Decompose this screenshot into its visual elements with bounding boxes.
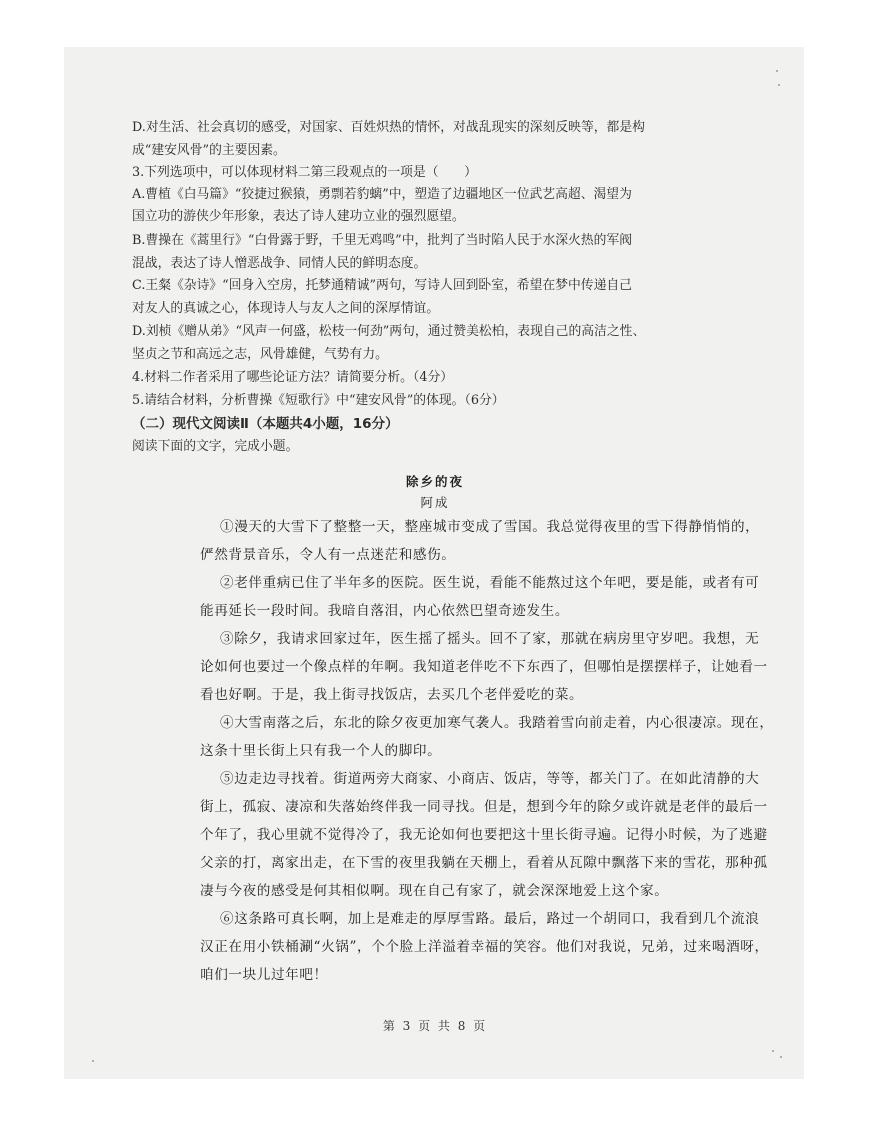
- scan-speck: [780, 1056, 782, 1058]
- essay-line: 这条十里长街上只有我一个人的脚印。: [200, 743, 442, 759]
- essay-line: 个年了，我心里就不觉得冷了，我无论如何也要把这十里长街寻遍。记得小时候，为了逃避: [200, 827, 768, 843]
- essay-line: ⑥这条路可真长啊，加上是难走的厚厚雪路。最后，路过一个胡同口，我看到几个流浪: [220, 911, 760, 927]
- essay-line: 看也好啊。于是，我上街寻找饭店，去买几个老伴爱吃的菜。: [200, 687, 584, 703]
- question-line: 坚贞之节和高远之志，风骨雄健，气势有力。: [132, 347, 388, 362]
- essay-line: 凄与今夜的感受是何其相似啊。现在自己有家了，就会深深地爱上这个家。: [200, 883, 669, 899]
- essay-line: 咱们一块儿过年吧！: [200, 967, 328, 983]
- essay-line: ⑤边走边寻找着。街道两旁大商家、小商店、饭店，等等，都关门了。在如此清静的大: [220, 771, 760, 787]
- page-number: 第 3 页 共 8 页: [382, 1019, 488, 1033]
- question-line: A.曹植《白马篇》“狡捷过猴猿，勇剽若豹螭”中，塑造了边疆地区一位武艺高超、渴望为: [132, 187, 632, 202]
- instruction-text: 阅读下面的文字，完成小题。: [132, 439, 299, 454]
- scan-speck: [772, 1050, 774, 1052]
- question-line: 4.材料二作者采用了哪些论证方法？请简要分析。（4分）: [132, 370, 454, 385]
- essay-line: 论如何也要过一个像点样的年啊。我知道老伴吃不下东西了，但哪怕是摆摆样子，让她看一: [200, 659, 768, 675]
- essay-line: ③除夕，我请求回家过年，医生摇了摇头。回不了家，那就在病房里守岁吧。我想，无: [220, 631, 760, 647]
- essay-line: 汉正在用小铁桶涮“火锅”，个个脸上洋溢着幸福的笑容。他们对我说，兄弟，过来喝酒呀，: [200, 939, 769, 955]
- question-line: C.王粲《杂诗》“回身入空房，托梦通精诚”两句，写诗人回到卧室，希望在梦中传递自己: [132, 278, 632, 293]
- question-line: D.对生活、社会真切的感受，对国家、百姓炽热的情怀，对战乱现实的深刻反映等，都是构: [132, 120, 645, 135]
- essay-line: 能再延长一段时间。我暗自落泪，内心依然巴望奇迹发生。: [200, 603, 570, 619]
- essay-author: 阿成: [420, 495, 450, 510]
- essay-line: 俨然背景音乐，令人有一点迷茫和感伤。: [200, 547, 456, 563]
- section-heading: （二）现代文阅读Ⅱ（本题共4小题，16分）: [132, 416, 399, 432]
- question-line: 混战，表达了诗人憎恶战争、同情人民的鲜明态度。: [132, 256, 427, 271]
- essay-title: 除乡的夜: [405, 474, 464, 489]
- essay-line: ④大雪南落之后，东北的除夕夜更加寒气袭人。我踏着雪向前走着，内心很凄凉。现在，: [220, 715, 774, 731]
- question-line: 5.请结合材料，分析曹操《短歌行》中“建安风骨”的体现。（6分）: [132, 393, 505, 408]
- essay-line: 街上，孤寂、凄凉和失落始终伴我一同寻找。但是，想到今年的除夕或许就是老伴的最后一: [200, 799, 768, 815]
- question-line: 3.下列选项中，可以体现材料二第三段观点的一项是（ ）: [132, 165, 477, 180]
- scan-speck: [776, 70, 778, 72]
- essay-line: ②老伴重病已住了半年多的医院。医生说，看能不能熬过这个年吧，要是能，或者有可: [220, 575, 760, 591]
- essay-line: 父亲的打，离家出走，在下雪的夜里我躺在天棚上，看着从瓦隙中飘落下来的雪花，那种孤: [200, 855, 768, 871]
- question-line: B.曹操在《蒿里行》“白骨露于野，千里无鸡鸣”中，批判了当时陷人民于水深火热的军阀: [132, 233, 633, 248]
- question-line: 成“建安风骨”的主要因素。: [132, 143, 286, 158]
- scan-speck: [92, 1060, 94, 1062]
- scan-speck: [778, 84, 780, 86]
- essay-line: ①漫天的大雪下了整整一天，整座城市变成了雪国。我总觉得夜里的雪下得静悄悄的，: [220, 519, 760, 535]
- question-line: D.刘桢《赠从弟》“风声一何盛，松枝一何劲”两句，通过赞美松柏，表现自己的高洁之性、: [132, 324, 646, 339]
- question-line: 对友人的真诚之心，体现诗人与友人之间的深厚情谊。: [132, 301, 440, 316]
- question-line: 国立功的游侠少年形象，表达了诗人建功立业的强烈愿望。: [132, 209, 465, 224]
